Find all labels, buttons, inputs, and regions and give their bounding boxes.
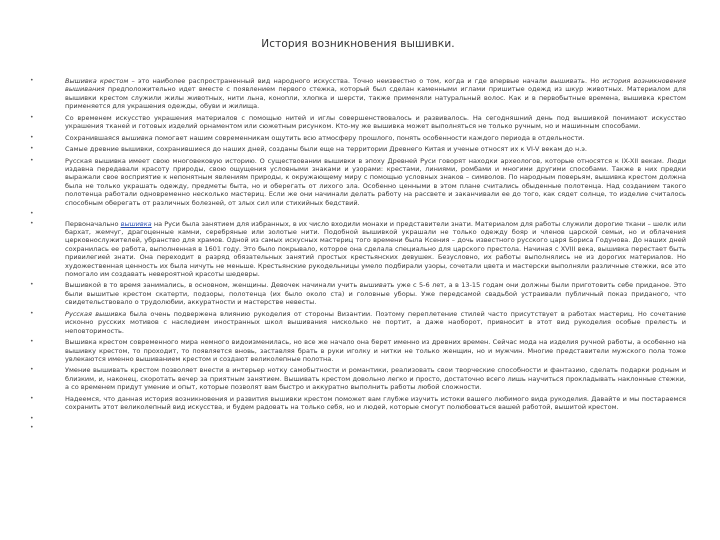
- list-item: [30, 134, 686, 142]
- paragraph-text: Русская вышивка имеет свою многовековую историю. О существовании вышивки в эпоху Древней Руси говорят находки археологов, которые относятся к IX-XII векам. Люди издавна передавали красоту природы, свою ощущения условными знаками и узорами: крестами, линиями, ромбами и многими другими способами. Также в них предки выражали свое восприятие к непонятным явлениям природы, к окружающему миру с помощью условных знаков – символов. По народным поверьям, вышивка крестом должна была не только украшать одежду, предметы быта, но и оберегать от лихого зла. Особенно ценными в этом плане считались обыденные полотенца. Над созданием такого полотенца работали одновременно несколько мастериц. Если же они начинали делать работу на рассвете и заканчивали ее до того, как сядет солнце, то изделие считалось способным оберегать от различных болезней, от злых сил или стихийных бедствий.: [65, 156, 686, 207]
- emphasis-text: история возникновения вышивания: [65, 77, 686, 94]
- emphasis-text: вышивать: [550, 77, 586, 85]
- page-title: История возникновения вышивки.: [261, 38, 455, 50]
- list-item: [30, 395, 686, 412]
- bullet-marker: •: [30, 414, 34, 422]
- paragraph-text: Надеемся, что данная история возникновения и развития вышивки крестом поможет вам глубже изучить истоки вашего любимого вида рукоделия. Давайте и мы постараемся сохранить этот великолепный вид искусства, и будем радовать на только себя, но и людей, которые смогут полюбоваться вашей работой, вышитой крестом.: [65, 394, 686, 412]
- paragraph-text: . Но: [585, 77, 603, 85]
- list-item: [30, 220, 686, 279]
- paragraph-text: на Руси была занятием для избранных, в их число входили монахи и представители знати. Материалом для работы служили дорогие ткани – шелк или бархат, жемчуг, драгоценные камни, серебряные или золотые нити. Подобной вышивкой украшали не только одежду бояр и членов царской семьи, но и облачения церковнослужителей, убранство для храмов. Одной из самых искусных мастериц того времени была Ксения – дочь известного русского царя Бориса Годунова. До наших дней сохранилась ее работа, выполненная в 1601 году. Это было покрывало, которое она сделала специально для царского престола. Начиная с XVIII века, вышивка перестает быть привилегией знати. Она переходит в разряд обязательных занятий простых крестьянских девушек. Безусловно, их работы выполнялись не из дорогих материалов. Но художественная ценность их была ничуть не меньше. Крестьянские рукодельницы умело подбирали узоры, сочетали цвета и мастерски выполняли различные стежки, все это помогало им создавать невероятной красоты шедевры.: [65, 219, 686, 278]
- paragraph-text: Вышивкой в то время занимались, в основном, женщины. Девочек начинали учить: [65, 281, 360, 290]
- paragraph-text: Первоначально: [65, 219, 121, 228]
- text-link[interactable]: вышивка: [120, 219, 152, 228]
- emphasis-text: Русская вышивка: [65, 309, 127, 318]
- bullet-marker: •: [30, 113, 34, 121]
- list-item: [30, 77, 686, 111]
- list-item: [30, 281, 686, 306]
- list-item: [30, 415, 686, 423]
- bullet-marker: •: [30, 156, 34, 164]
- paragraph-text: – это наиболее распространенный вид народного искусства. Точно неизвестно о том, когда и где впервые начали: [128, 77, 551, 85]
- bullet-marker: •: [30, 424, 34, 432]
- paragraph-text: была очень подвержена влиянию рукоделия от стороны Византии. Поэтому переплетение стилей часто присутствует в работах мастериц. Но сочетание исконно русских мотивов с наследием иностранных школ вышивания нисколько не портит, а даже наоборот, привносит в этот вид рукоделия особые прелесть и неповторимость.: [65, 309, 686, 335]
- bullet-marker: •: [30, 394, 34, 402]
- bullet-marker: •: [30, 309, 34, 317]
- list-item: [30, 145, 686, 153]
- emphasis-text: вышивка: [121, 133, 153, 142]
- bullet-marker: •: [30, 210, 34, 218]
- list-item: [30, 114, 686, 131]
- paragraph-text: Вышивка крестом современного мира немного видоизменилась, но все же начало она берет именно из древних времен. Сейчас мода на изделия ручной работы, а особенно на вышивку крестом, то проходит, то появляется вновь, заставляя брать в руки иголку и нитки не только женщин, но и мужчин. Многие представители мужского пола тоже увлекаются именно вышиванием крестом и создают великолепные полотна.: [65, 338, 686, 363]
- bullet-marker: •: [30, 338, 34, 346]
- paragraph-text: Со временем искусство украшения материалов с помощью нитей и иглы совершенствовалось и развивалось. На сегодняшний день под вышивкой понимают искусство украшения тканей и готовых изделий орнаментом или сюжетным рисунком. Кто-му же вышивка может выполняться не только ручным, но и машинным способами.: [65, 113, 686, 131]
- list-item: [30, 424, 686, 432]
- emphasis-text: вышивать: [359, 281, 395, 290]
- paragraph-text: предположительно идет вместе с появлением первого стежка, который был сделан каменными иглами пришитые одежд из шкур животных. Материалом для вышивки крестом служили жилы животных, нити льна, конопли, хлопка и шерсти, также применяли натуральный волос. Как и в первобытные времена, вышивка крестом применяется для украшения одежды, обуви и жилища.: [65, 85, 686, 111]
- list-item: [30, 157, 686, 207]
- paragraph-text: Сохранившаяся: [65, 133, 122, 142]
- paragraph-text: Самые древние вышивки, сохранившиеся до наших дней, созданы были еще на территории Древнего Китая и ученые относят их к VI-V векам до н.э.: [65, 145, 587, 154]
- bullet-marker: •: [30, 219, 34, 227]
- list-item: [30, 366, 686, 391]
- bullet-list: [30, 77, 686, 432]
- bullet-marker: •: [30, 281, 34, 289]
- paragraph-text: Умение вышивать крестом позволяет внести в интерьер нотку самобытности и романтики, реализовать свои творческие способности и фантазию, сделать подарки родным и близким, и, наконец, скоротать вечер за приятным занятием. Вышивать крестом довольно легко и просто, достаточно всего лишь научиться прокладывать наклонные стежки, а со временем придут умение и опыт, которые позволят вам быстро и аккуратно выполнить работы любой сложности.: [65, 366, 686, 392]
- list-item: [30, 338, 686, 363]
- list-item: [30, 310, 686, 335]
- bullet-marker: •: [30, 145, 34, 153]
- bullet-marker: •: [30, 366, 34, 374]
- paragraph-text: помогает нашим современникам ощутить всю атмосферу прошлого, понять особенности каждого периода в отдельности.: [152, 133, 585, 142]
- bullet-marker: •: [30, 133, 34, 141]
- list-item: [30, 210, 686, 218]
- bullet-marker: •: [30, 77, 34, 84]
- emphasis-text: Вышивка крестом: [65, 77, 129, 85]
- paragraph-text: уже с 5-6 лет, а в 13-15 годам они должны были приготовить себе приданое. Это были вышитые крестом скатерти, подзоры, полотенца (их было около ста) и головные уборы. Уже передсамой свадьбой устраивали публичный показ приданого, что свидетельствовало о трудолюбии, аккуратности и мастерстве невесты.: [65, 281, 687, 307]
